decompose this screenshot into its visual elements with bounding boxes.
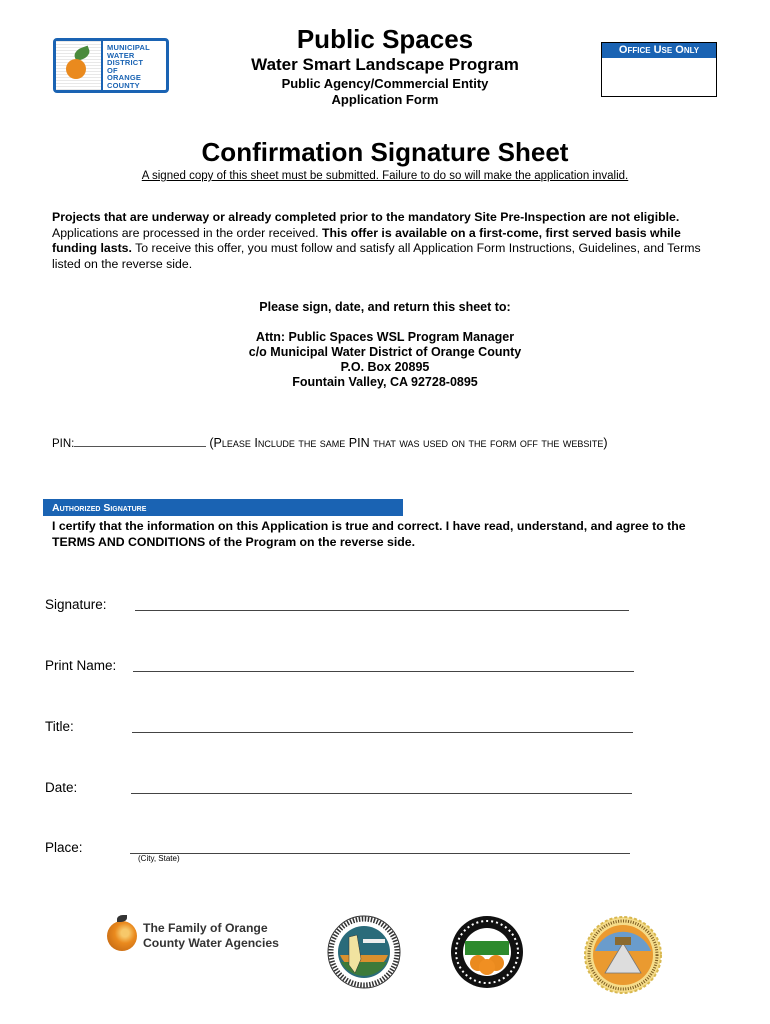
print-name-label: Print Name: bbox=[45, 658, 117, 673]
office-use-field[interactable] bbox=[602, 58, 716, 96]
logo-line: ORANGE bbox=[107, 73, 142, 82]
county-of-orange-seal-icon bbox=[450, 915, 524, 989]
orange-icon bbox=[107, 921, 137, 951]
sheet-note: A signed copy of this sheet must be submitted. Failure to do so will make the application invalid. bbox=[141, 170, 629, 182]
family-line2: County Water Agencies bbox=[143, 936, 279, 950]
page-title: Public Spaces bbox=[296, 24, 474, 54]
pin-input[interactable] bbox=[74, 436, 206, 447]
date-input[interactable] bbox=[131, 793, 632, 794]
address-co: c/o Municipal Water District of Orange County bbox=[248, 345, 522, 359]
family-line1: The Family of Orange bbox=[143, 921, 268, 935]
address-city: Fountain Valley, CA 92728-0895 bbox=[292, 375, 478, 389]
sheet-title: Confirmation Signature Sheet bbox=[201, 137, 569, 167]
return-address bbox=[0, 300, 770, 390]
pin-label: PIN: bbox=[52, 438, 75, 450]
office-use-label: Office Use Only bbox=[602, 43, 716, 58]
place-input[interactable] bbox=[130, 853, 630, 854]
family-text bbox=[143, 921, 279, 951]
authorized-signature-header: Authorized Signature bbox=[43, 499, 403, 516]
pin-note: (Please Include the same PIN that was used on the form off the website) bbox=[209, 436, 608, 450]
address-attn: Attn: Public Spaces WSL Program Manager bbox=[255, 330, 515, 344]
place-hint: (City, State) bbox=[138, 854, 180, 863]
print-name-input[interactable] bbox=[133, 671, 634, 672]
logo-line: OF bbox=[107, 65, 118, 75]
place-label: Place: bbox=[45, 840, 83, 855]
program-title: Water Smart Landscape Program bbox=[251, 55, 519, 74]
logo-line: COUNTY bbox=[107, 80, 140, 90]
form-line: Application Form bbox=[331, 92, 439, 107]
pin-row bbox=[52, 436, 608, 450]
signature-input[interactable] bbox=[135, 610, 629, 611]
eligibility-note: Projects that are underway or already completed prior to the mandatory Site Pre-Inspection are not eligible. bbox=[52, 210, 680, 224]
title-input[interactable] bbox=[132, 732, 633, 733]
title-label: Title: bbox=[45, 719, 74, 734]
intro-paragraph bbox=[52, 210, 722, 272]
return-heading: Please sign, date, and return this sheet to: bbox=[259, 300, 511, 314]
address-box: P.O. Box 20895 bbox=[340, 360, 430, 374]
signature-label: Signature: bbox=[45, 597, 107, 612]
office-use-box bbox=[601, 42, 717, 97]
dwr-seal-icon bbox=[327, 915, 401, 989]
family-of-agencies-logo bbox=[107, 921, 279, 951]
date-label: Date: bbox=[45, 780, 78, 795]
logo-line: DISTRICT bbox=[107, 58, 144, 67]
instructions-note: To receive this offer, you must follow and satisfy all Application Form Instructions, Guidelines, and Terms listed on the reverse side. bbox=[52, 241, 701, 271]
mwd-southern-california-seal-icon bbox=[583, 915, 663, 995]
certification-text: I certify that the information on this Application is true and correct. I have read, understand, and agree to the TERMS AND CONDITIONS of the Program on the reverse side. bbox=[52, 519, 686, 549]
logo-line: MUNICIPAL bbox=[107, 43, 150, 52]
processing-note: Applications are processed in the order received. bbox=[52, 225, 322, 240]
logo-line: WATER bbox=[107, 50, 135, 60]
availability-note: This offer is available on a first-come, first served basis while funding lasts. bbox=[52, 225, 681, 255]
entity-line: Public Agency/Commercial Entity bbox=[281, 76, 489, 91]
